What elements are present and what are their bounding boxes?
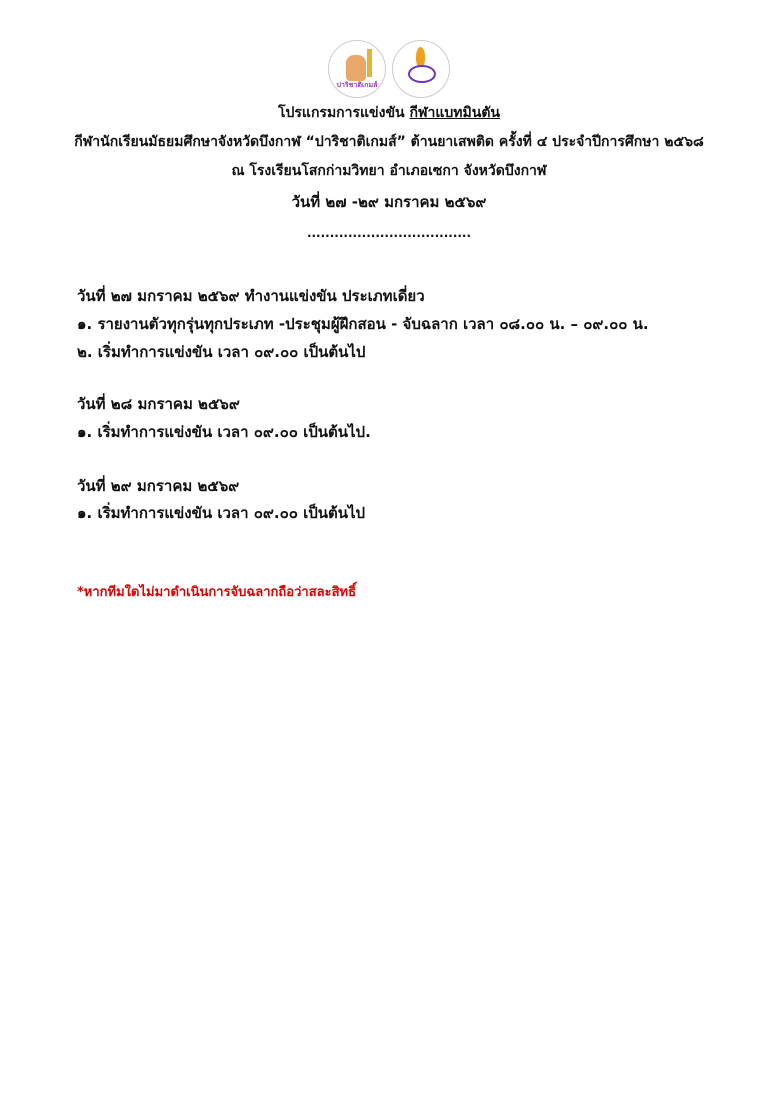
- forfeit-note: *หากทีมใดไม่มาดำเนินการจับฉลากถือว่าสละสิทธิ์: [77, 585, 357, 600]
- event-dates: วันที่ ๒๗ -๒๙ มกราคม ๒๕๖๙: [291, 193, 487, 211]
- day-heading: วันที่ ๒๗ มกราคม ๒๕๖๙ ทำงานแข่งขัน ประเภทเดี่ยว: [77, 287, 425, 305]
- document-title: [0, 102, 778, 124]
- schedule-item: ๑. เริ่มทำการแข่งขัน เวลา ๐๙.๐๐ เป็นต้นไป.: [77, 423, 371, 441]
- schedule-item: ๒. เริ่มทำการแข่งขัน เวลา ๐๙.๐๐ เป็นต้นไป: [77, 343, 366, 361]
- day-heading: วันที่ ๒๘ มกราคม ๒๕๖๙: [77, 395, 240, 413]
- title-sport: กีฬาแบทมินตัน: [409, 105, 500, 121]
- schedule-item: ๑. รายงานตัวทุกรุ่นทุกประเภท -ประชุมผู้ฝึกสอน - จับฉลาก เวลา ๐๘.๐๐ น. – ๐๙.๐๐ น.: [77, 315, 649, 333]
- games-mascot-logo: ปาริชาติเกมส์: [328, 40, 386, 98]
- venue: ณ โรงเรียนโสกก่ามวิทยา อำเภอเซกา จังหวัดบึงกาฬ: [231, 163, 547, 179]
- day-heading: วันที่ ๒๙ มกราคม ๒๕๖๙: [77, 477, 240, 495]
- event-name: กีฬานักเรียนมัธยมศึกษาจังหวัดบึงกาฬ “ปาริชาติเกมส์” ต้านยาเสพติด ครั้งที่ ๔ ประจำปีการศึกษา ๒๕๖๘: [74, 134, 704, 150]
- schedule-item: ๑. เริ่มทำการแข่งขัน เวลา ๐๙.๐๐ เป็นต้นไป: [77, 504, 366, 522]
- office-torch-logo: [392, 40, 450, 98]
- title-prefix: โปรแกรมการแข่งขัน: [278, 105, 405, 121]
- separator: ....................................: [306, 226, 472, 240]
- logos: [0, 40, 778, 98]
